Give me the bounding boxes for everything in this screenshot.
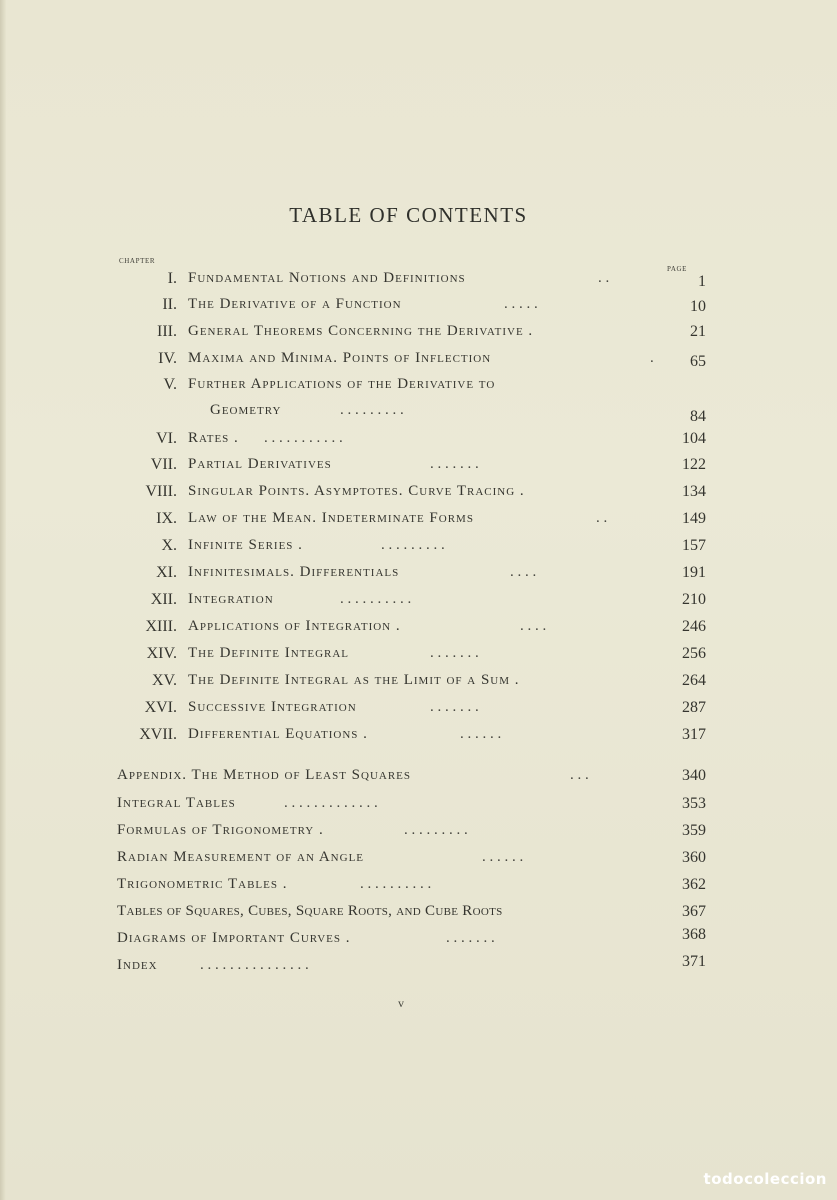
chapter-column-header: CHAPTER <box>119 257 156 265</box>
page-number: 362 <box>682 876 706 893</box>
toc-row-appendix <box>0 822 837 846</box>
chapter-number: III. <box>157 323 177 340</box>
toc-row-appendix <box>0 795 837 819</box>
page-number: 1 <box>698 273 706 290</box>
page-number: 21 <box>690 323 706 340</box>
chapter-number: XIV. <box>146 645 177 662</box>
chapter-number: XI. <box>156 564 177 581</box>
toc-row-appendix <box>0 953 837 981</box>
appendix-title: Trigonometric Tables . <box>117 876 288 892</box>
page-number: 367 <box>682 903 706 920</box>
page-number: 360 <box>682 849 706 866</box>
toc-row <box>0 323 837 347</box>
page-number: 157 <box>682 537 706 554</box>
leader-dots: . . . . . . . . . . <box>340 591 412 607</box>
leader-dots: . . . . . . <box>460 726 502 742</box>
page-title: TABLE OF CONTENTS <box>289 203 528 227</box>
page-number: 371 <box>682 953 706 970</box>
leader-dots: . . . . . . . . . . <box>360 876 432 892</box>
page-number: 353 <box>682 795 706 812</box>
chapter-number: VIII. <box>145 483 177 500</box>
page-number: 359 <box>682 822 706 839</box>
leader-dots: . . . . . . . . . <box>340 402 404 418</box>
toc-row <box>0 726 837 750</box>
page-number: 210 <box>682 591 706 608</box>
page-number: 340 <box>682 767 706 784</box>
leader-dots: . . . . . . <box>482 849 524 865</box>
toc-row <box>0 591 837 615</box>
chapter-title: The Definite Integral <box>188 645 350 661</box>
leader-dots: . . . . . . . . . . . <box>264 430 343 446</box>
toc-row-appendix <box>0 849 837 873</box>
leader-dots: . . . . . . . . . <box>381 537 445 553</box>
leader-dots: . . . . . . . <box>430 645 479 661</box>
toc-row <box>0 537 837 561</box>
toc-row <box>0 350 837 374</box>
toc-row <box>0 672 837 696</box>
leader-dots: . . . . . . . <box>446 930 495 946</box>
appendix-title: Tables of Squares, Cubes, Square Roots, and Cube Roots <box>117 903 503 919</box>
toc-row <box>0 699 837 723</box>
toc-row <box>0 376 837 400</box>
page-number: 122 <box>682 456 706 473</box>
leader-dots: . . . . . . . <box>430 699 479 715</box>
chapter-number: XVII. <box>139 726 177 743</box>
page-number: 256 <box>682 645 706 662</box>
page-number: 264 <box>682 672 706 689</box>
page-number: 246 <box>682 618 706 635</box>
appendix-title: Diagrams of Important Curves . <box>117 930 351 946</box>
chapter-title: Successive Integration <box>188 699 357 715</box>
chapter-title: General Theorems Concerning the Derivative . <box>188 323 534 339</box>
page-number: 287 <box>682 699 706 716</box>
leader-dots: . . . . . . . . . <box>404 822 468 838</box>
appendix-title: Appendix. The Method of Least Squares <box>117 767 412 783</box>
chapter-number: X. <box>161 537 177 554</box>
appendix-title: Formulas of Trigonometry . <box>117 822 324 838</box>
chapter-title: The Definite Integral as the Limit of a Sum . <box>188 672 520 688</box>
toc-row <box>0 510 837 534</box>
toc-row <box>0 483 837 507</box>
chapter-title: Infinitesimals. Differentials <box>188 564 400 580</box>
toc-row-appendix <box>0 876 837 900</box>
leader-dots: . <box>650 350 654 366</box>
chapter-title: The Derivative of a Function <box>188 296 402 312</box>
toc-row <box>0 296 837 320</box>
chapter-title: Partial Derivatives <box>188 456 332 472</box>
toc-row-appendix <box>0 926 837 954</box>
appendix-title: Index <box>117 957 158 973</box>
page-number: 317 <box>682 726 706 743</box>
page-number: 104 <box>682 430 706 447</box>
chapter-number: VI. <box>156 430 177 447</box>
leader-dots: . . <box>596 510 608 526</box>
chapter-title: Applications of Integration . <box>188 618 401 634</box>
chapter-title: Further Applications of the Derivative to <box>188 376 496 392</box>
leader-dots: . . . . . . . <box>430 456 479 472</box>
toc-row <box>0 270 837 294</box>
chapter-number: VII. <box>150 456 177 473</box>
page-number: 191 <box>682 564 706 581</box>
chapter-title: Infinite Series . <box>188 537 303 553</box>
chapter-number: I. <box>167 270 177 287</box>
chapter-number: IV. <box>158 350 177 367</box>
toc-row <box>0 456 837 480</box>
chapter-number: XVI. <box>144 699 177 716</box>
leader-dots: . . . . . . . . . . . . . . . <box>200 957 309 973</box>
leader-dots: . . . <box>570 767 589 783</box>
page-number: 10 <box>690 298 706 315</box>
page-number: 84 <box>690 408 706 425</box>
appendix-title: Integral Tables <box>117 795 236 811</box>
chapter-title: Law of the Mean. Indeterminate Forms <box>188 510 474 526</box>
leader-dots: . . . . . <box>504 296 538 312</box>
toc-row <box>0 564 837 588</box>
chapter-title: Singular Points. Asymptotes. Curve Tracing . <box>188 483 525 499</box>
chapter-title: Integration <box>188 591 274 607</box>
page-number: 134 <box>682 483 706 500</box>
toc-row <box>0 618 837 642</box>
chapter-title: Rates . <box>188 430 239 446</box>
toc-row-appendix <box>0 767 837 791</box>
chapter-number: V. <box>163 376 177 393</box>
toc-row <box>0 430 837 454</box>
chapter-title: Differential Equations . <box>188 726 368 742</box>
leader-dots: . . . . <box>510 564 537 580</box>
page-column-header: PAGE <box>667 265 688 273</box>
chapter-title: Geometry <box>210 402 282 418</box>
page-number: 65 <box>690 353 706 370</box>
leader-dots: . . <box>598 270 610 286</box>
folio-number: v <box>398 996 404 1010</box>
chapter-number: XV. <box>151 672 177 689</box>
chapter-number: II. <box>162 296 177 313</box>
leader-dots: . . . . <box>520 618 547 634</box>
chapter-number: XII. <box>150 591 177 608</box>
page-number: 149 <box>682 510 706 527</box>
chapter-title: Maxima and Minima. Points of Inflection <box>188 350 492 366</box>
appendix-title: Radian Measurement of an Angle <box>117 849 365 865</box>
chapter-number: IX. <box>156 510 177 527</box>
watermark-logo: todocoleccion <box>703 1170 827 1188</box>
chapter-number: XIII. <box>145 618 177 635</box>
toc-row <box>0 402 837 426</box>
leader-dots: . . . . . . . . . . . . . <box>284 795 378 811</box>
toc-row <box>0 645 837 669</box>
chapter-title: Fundamental Notions and Definitions <box>188 270 466 286</box>
toc-row-appendix <box>0 903 837 927</box>
page-number: 368 <box>682 926 706 943</box>
